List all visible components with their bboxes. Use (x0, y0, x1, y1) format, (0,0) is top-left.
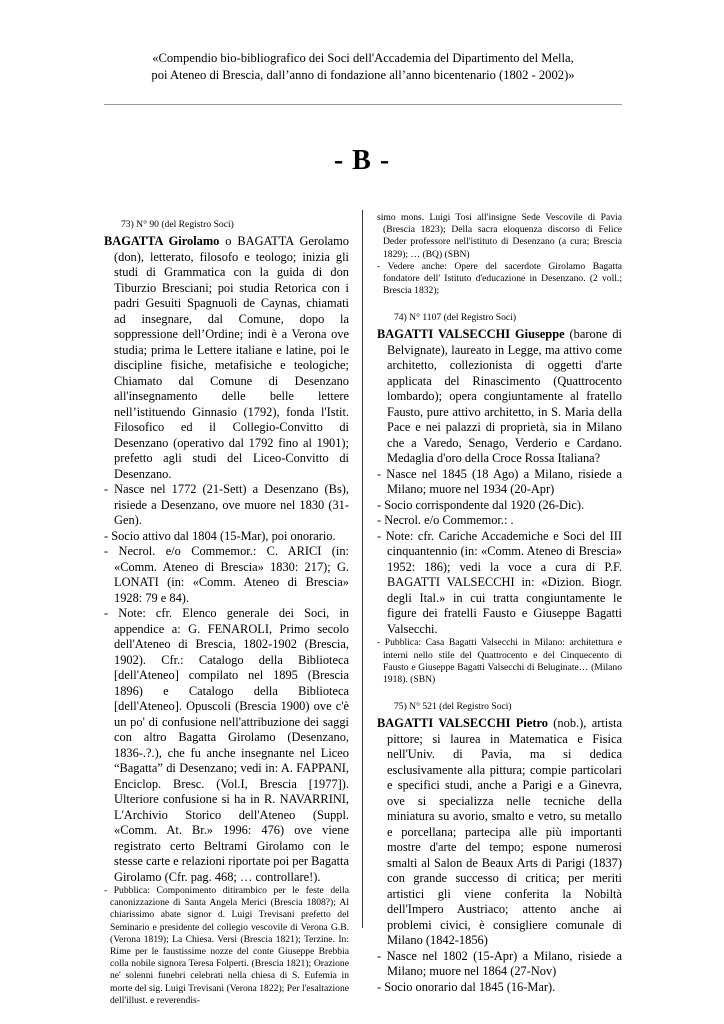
left-column (104, 212, 349, 1007)
entry-74-socio: - Socio corrispondente dal 1920 (26-Dic). (377, 497, 585, 512)
header-line-2: poi Ateneo di Brescia, dall’anno di fondazione all’anno bicentenario (1802 - 2002)» (151, 68, 575, 82)
header-line-1: «Compendio bio-bibliografico dei Soci dell'Accademia del Dipartimento del Mella, (152, 51, 574, 65)
header-rule (104, 104, 622, 105)
entry-75-register: 75) N° 521 (del Registro Soci) (394, 701, 512, 713)
entry-74-note: - Note: cfr. Cariche Accademiche e Soci del III cinquantennio (in: «Comm. Ateneo di Brescia» 1952: 186); vedi la voce a cura di P.F. BAGATTI VALSECCHI in: «Dizion. Biogr. degli Ital.» in cui tratta congiuntamente le figure dei fratelli Fausto e Giuseppe Bagatti Valsecchi. (377, 528, 622, 636)
entry-73-bio: o BAGATTA Gerolamo (don), letterato, filosofo e teologo; inizia gli studi di Grammatica con la guida di don Tiburzio Bresciani; poi studia Retorica con i padri Gesuiti Spagnuoli de Caynas, chiamati ad insegnare, dal Comune, dopo la soppressione dell’Ordine; indi è a Verona ove studia; prima le Lettere italiane e latine, poi le discipline fisiche, metafisiche e teologiche; Chiamato dal Comune di Desenzano all'insegnamento delle belle lettere nell’istituendo Ginnasio (1792), fonda l'Istit. Filosofico ed il Collegio-Convitto di Desenzano (operativo dal 1792 fino al 1901); prefetto agli studi del Liceo-Convitto di Desenzano. (114, 234, 349, 481)
column-divider (362, 210, 363, 928)
entry-74-register: 74) N° 1107 (del Registro Soci) (394, 312, 517, 324)
entry-73-note: - Note: cfr. Elenco generale dei Soci, in appendice a: G. FENAROLI, Primo secolo dell'Ateneo di Brescia, 1802-1902 (Brescia, 1902). Cfr.: Catalogo della Biblioteca [dell'Ateneo] compilato nel 1895 (Brescia 1896) e Catalogo della Biblioteca [dell'Ateneo]. Opuscoli (Brescia 1900) ove c'è un po' di confusione nell'attribuzione dei saggi con altro Bagatta Girolamo (Desenzano, 1836-.?.), che fu anche insegnante nel Liceo “Bagatta” di Desenzano; vedi in: A. FAPPANI, Enciclop. Bresc. (Vol.I, Brescia [1977]). Ulteriore confusione si ha in R. NAVARRINI, L'Archivio Storico dell'Ateneo (Suppl. «Comm. At. Br.» 1996: 476) ove viene registrato certo Beltrami Girolamo con le stesse carte e relazioni riportate poi per Bagatta Girolamo (Cfr. pag. 468; … controllare!). (104, 606, 349, 884)
entry-74-heading (377, 327, 622, 467)
entry-73-born: - Nasce nel 1772 (21-Sett) a Desenzano (Bs), risiede a Desenzano, ove muore nel 1830 (31-Gen). (104, 482, 349, 527)
entry-75-bio: (nob.), artista pittore; si laurea in Matematica e Fisica nell'Univ. di Pavia, ma si dedica esclusivamente alla pittura; compie particolari e specifici studi, anche a Parigi e a Ginevra, ove si specializza nelle tecniche della miniatura su avorio, smalto e vetro, su metallo e porcellana; partecipa alle più importanti mostre d'arte del tempo; espone numerosi smalti al Salon de Beaux Arts di Parigi (1837) con grande successo di critica; per meriti artistici gli viene conferita la Nobiltà dell'Impero Austriaco; attento anche ai problemi civici, è consigliere comunale di Milano (1842-1856) (387, 716, 622, 948)
entry-73-name: BAGATTA Girolamo (104, 234, 220, 248)
entry-75-born: - Nasce nel 1802 (15-Apr) a Milano, risiede a Milano; muore nel 1864 (27-Nov) (377, 948, 622, 979)
entry-75-heading (377, 716, 622, 949)
entry-73-heading (104, 234, 349, 482)
entry-73-pubblica: - Pubblica: Componimento ditirambico per le feste della canonizzazione di Santa Angela Merici (Brescia 1808?); Al chiarissimo abate signor d. Luigi Trevisani prefetto del Seminario e presidente del collegio vescovile di Verona G.B. (Verona 1819); La Chiesa. Versi (Brescia 1821); Terzine. In: Rime per le faustissime nozze del conte Giuseppe Brebbia colla nobile signora Teresa Folperti. (Brescia 1821); Orazione ne' solenni funebri celebrati nella chiesa di S. Eufemia in morte del sig. Luigi Trevisani (Verona 1822); Per l'esaltazione dell'illust. e reverendis- (104, 885, 349, 1006)
entry-74-born: - Nasce nel 1845 (18 Ago) a Milano, risiede a Milano; muore nel 1934 (20-Apr) (377, 466, 622, 497)
entry-74-bio: (barone di Belvignate), laureato in Legge, ma attivo come architetto, collezionista di oggetti d'arte applicata del Rinascimento (Quattrocento lombardo); opera congiuntamente al fratello Fausto, pure attivo architetto, in S. Maria della Pace e nei palazzi di proprietà, sia in Milano che a Varedo, Senago, Verderio e Cardano. Medaglia d'oro della Croce Rossa Italiana? (387, 327, 622, 466)
entry-73-necrol: - Necrol. e/o Commemor.: C. ARICI (in: «Comm. Ateneo di Brescia» 1830: 217); G. LONATI (in: «Comm. Ateneo di Brescia» 1928: 79 e 84). (104, 544, 349, 605)
entry-74-necrol: - Necrol. e/o Commemor.: . (377, 513, 514, 528)
entry-74-pubblica: - Pubblica: Casa Bagatti Valsecchi in Milano: architettura e interni nello stile del Quattrocento e del Cinquecento di Fausto e Giuseppe Bagatti Valsecchi di Beluginate… (Milano 1918). (SBN) (377, 637, 622, 686)
running-header (100, 50, 626, 84)
section-letter: - B - (333, 145, 391, 176)
entry-73-pubblica-continued: simo mons. Luigi Tosi all'insigne Sede Vescovile di Pavia (Brescia 1823); Della sacra eloquenza discorso di Felice Deder professore nell'istituto di Desenzano (a cura; Brescia 1829); … (BQ) (SBN) (377, 212, 622, 260)
entry-73-socio: - Socio attivo dal 1804 (15-Mar), poi onorario. (104, 528, 336, 543)
entry-75-socio: - Socio onorario dal 1845 (16-Mar). (377, 979, 556, 994)
right-column (377, 212, 622, 995)
entry-74-name: BAGATTI VALSECCHI Giuseppe (377, 327, 565, 342)
entry-73-register: 73) N° 90 (del Registro Soci) (121, 219, 234, 230)
entry-75-name: BAGATTI VALSECCHI Pietro (377, 716, 548, 731)
entry-73-vedere-anche: - Vedere anche: Opere del sacerdote Girolamo Bagatta fondatore dell' Istituto d'educazione in Desenzano. (2 voll.; Brescia 1832); (377, 260, 622, 297)
